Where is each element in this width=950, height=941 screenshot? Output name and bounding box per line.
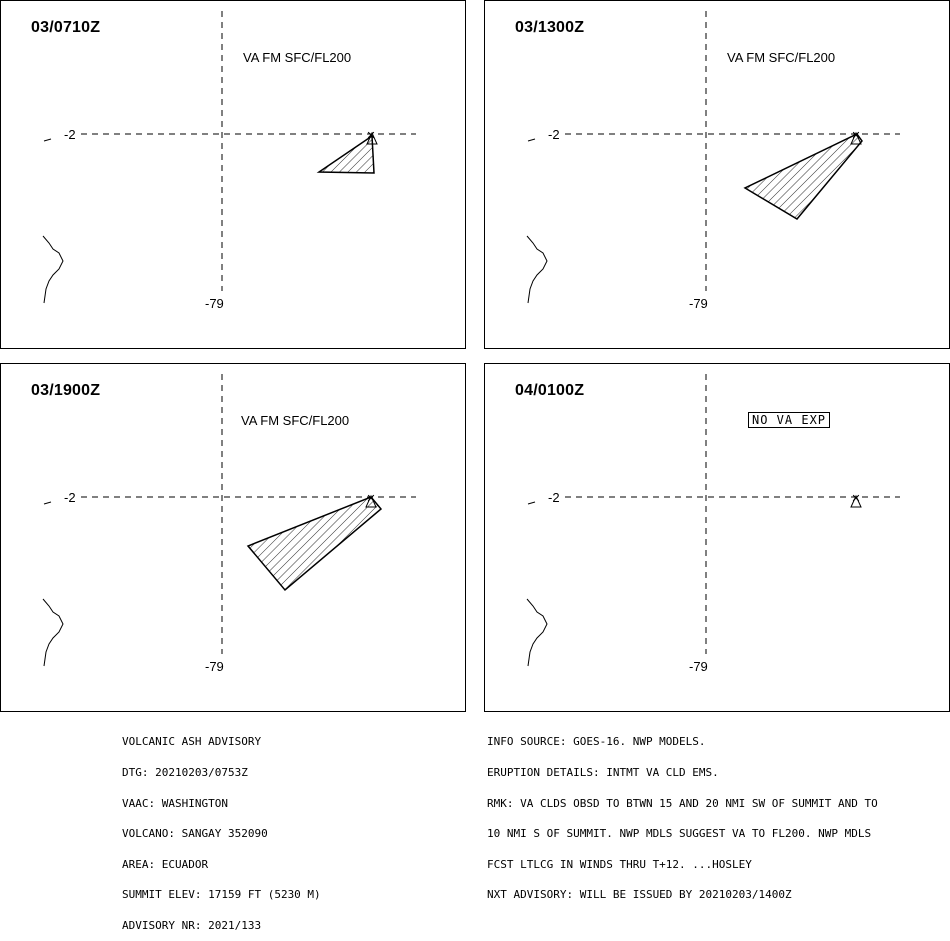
coastline-fragment [528,502,535,504]
advisory-line: 10 NMI S OF SUMMIT. NWP MDLS SUGGEST VA TO FL200. NWP MDLS [487,827,872,841]
advisory-line: INFO SOURCE: GOES-16. NWP MODELS. [487,735,706,749]
lat-tick: -2 [64,490,76,505]
advisory-line: DTG: 20210203/0753Z [122,766,248,780]
volcano-icon: ✕ [366,492,376,505]
ash-cloud-area [248,497,381,590]
ash-cloud-area [745,134,862,219]
panel-label: VA FM SFC/FL200 [727,50,836,65]
map-panel-3 [1,364,467,713]
lat-tick: -2 [548,490,560,505]
coastline [43,236,63,303]
coastline-fragment [44,502,51,504]
lon-tick: -79 [205,296,224,311]
advisory-line: VOLCANIC ASH ADVISORY [122,735,262,749]
coastline [43,599,63,666]
map-panel-1 [1,1,467,350]
advisory-info-right [487,717,878,911]
forecast-panel-4 [484,363,950,712]
advisory-line: ERUPTION DETAILS: INTMT VA CLD EMS. [487,766,719,780]
panel-label: NO VA EXP [748,412,830,428]
coastline-fragment [44,139,51,141]
lat-tick: -2 [64,127,76,142]
panel-label: VA FM SFC/FL200 [243,50,352,65]
forecast-panel-3 [0,363,466,712]
lon-tick: -79 [689,296,708,311]
panel-label: VA FM SFC/FL200 [241,413,350,428]
lon-tick: -79 [689,659,708,674]
volcano-icon: ✕ [366,129,376,142]
advisory-line: RMK: VA CLDS OBSD TO BTWN 15 AND 20 NMI SW OF SUMMIT AND TO [487,796,878,810]
advisory-line: VAAC: WASHINGTON [122,796,228,810]
lat-tick: -2 [548,127,560,142]
map-panel-2 [485,1,950,350]
advisory-line: VOLCANO: SANGAY 352090 [122,827,268,841]
advisory-info-left [122,717,321,941]
lon-tick: -79 [205,659,224,674]
map-panel-4 [485,364,950,713]
volcano-icon: ✕ [851,129,861,142]
advisory-line: FCST LTLCG IN WINDS THRU T+12. ...HOSLEY [487,857,752,871]
volcano-icon: ✕ [851,492,861,505]
panel-time: 04/0100Z [515,382,585,399]
advisory-line: NXT ADVISORY: WILL BE ISSUED BY 20210203/1400Z [487,888,792,902]
forecast-panel-1 [0,0,466,349]
coastline [527,599,547,666]
coastline-fragment [528,139,535,141]
advisory-line: ADVISORY NR: 2021/133 [122,919,262,933]
coastline [527,236,547,303]
advisory-line: SUMMIT ELEV: 17159 FT (5230 M) [122,888,321,902]
panel-time: 03/1300Z [515,19,585,36]
panel-time: 03/0710Z [31,19,101,36]
forecast-panel-2 [484,0,950,349]
advisory-line: AREA: ECUADOR [122,857,209,871]
panel-time: 03/1900Z [31,382,101,399]
